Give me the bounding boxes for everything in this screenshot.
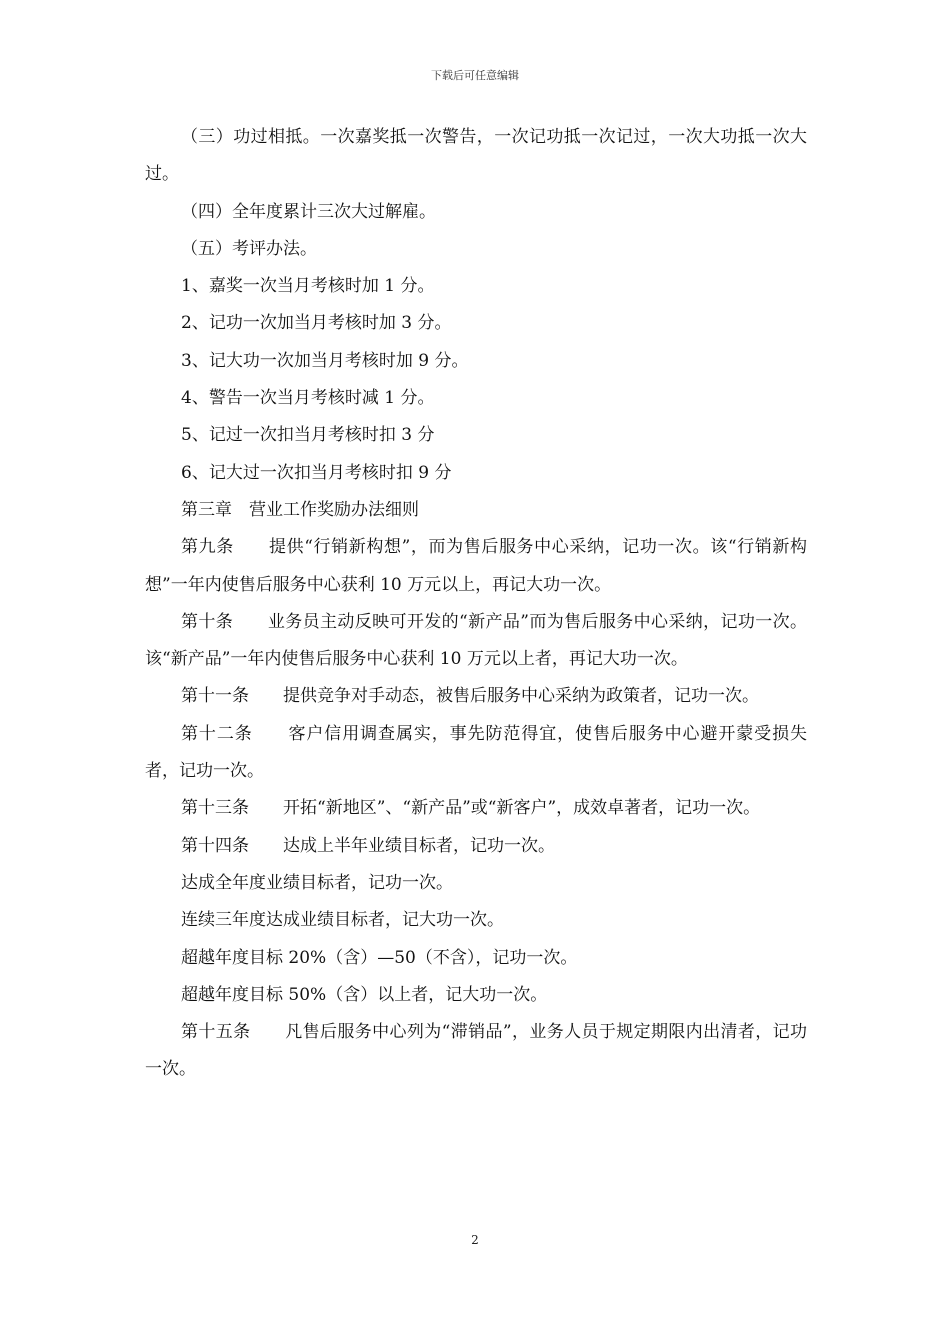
article-14-three-years: 连续三年度达成业绩目标者，记大功一次。 (181, 910, 504, 931)
paragraph-evaluation-method: （五）考评办法。 (181, 238, 317, 259)
article-14-exceed-20: 超越年度目标 20%（含）—50（不含），记功一次。 (181, 947, 578, 968)
article-14-exceed-50: 超越年度目标 50%（含）以上者，记大功一次。 (181, 984, 548, 1005)
list-item-demerit: 5、记过一次扣当月考核时扣 3 分 (181, 425, 435, 446)
chapter-heading: 第三章 营业工作奖励办法细则 (181, 499, 419, 520)
article-12: 第十二条 客户信用调查属实，事先防范得宜，使售后服务中心避开蒙受损失者，记功一次。 (145, 723, 807, 782)
article-14-full-year: 达成全年度业绩目标者，记功一次。 (181, 872, 453, 893)
list-item-major-demerit: 6、记大过一次扣当月考核时扣 9 分 (181, 462, 452, 483)
article-9: 第九条 提供“行销新构想”，而为售后服务中心采纳，记功一次。该“行销新构想”一年内使售后服务中心获利 10 万元以上，再记大功一次。 (145, 537, 807, 595)
article-13: 第十三条 开拓“新地区”、“新产品”或“新客户”，成效卓著者，记功一次。 (181, 798, 761, 819)
list-item-commendation: 1、嘉奖一次当月考核时加 1 分。 (181, 276, 435, 297)
page-number: 2 (471, 1233, 479, 1247)
list-item-major-merit: 3、记大功一次加当月考核时加 9 分。 (181, 350, 469, 371)
list-item-merit: 2、记功一次加当月考核时加 3 分。 (181, 313, 452, 334)
document-body (145, 119, 807, 1089)
article-15: 第十五条 凡售后服务中心列为“滞销品”，业务人员于规定期限内出清者，记功一次。 (145, 1022, 807, 1080)
paragraph-merit-offset: （三）功过相抵。一次嘉奖抵一次警告，一次记功抵一次记过，一次大功抵一次大过。 (145, 127, 807, 185)
page-header: 下载后可任意编辑 (431, 69, 519, 82)
article-11: 第十一条 提供竞争对手动态，被售后服务中心采纳为政策者，记功一次。 (181, 686, 759, 707)
paragraph-dismissal-rule: （四）全年度累计三次大过解雇。 (181, 201, 436, 222)
list-item-warning: 4、警告一次当月考核时减 1 分。 (181, 388, 435, 409)
article-14: 第十四条 达成上半年业绩目标者，记功一次。 (181, 835, 555, 856)
article-10: 第十条 业务员主动反映可开发的“新产品”而为售后服务中心采纳，记功一次。该“新产品”一年内使售后服务中心获利 10 万元以上者，再记大功一次。 (145, 611, 807, 670)
